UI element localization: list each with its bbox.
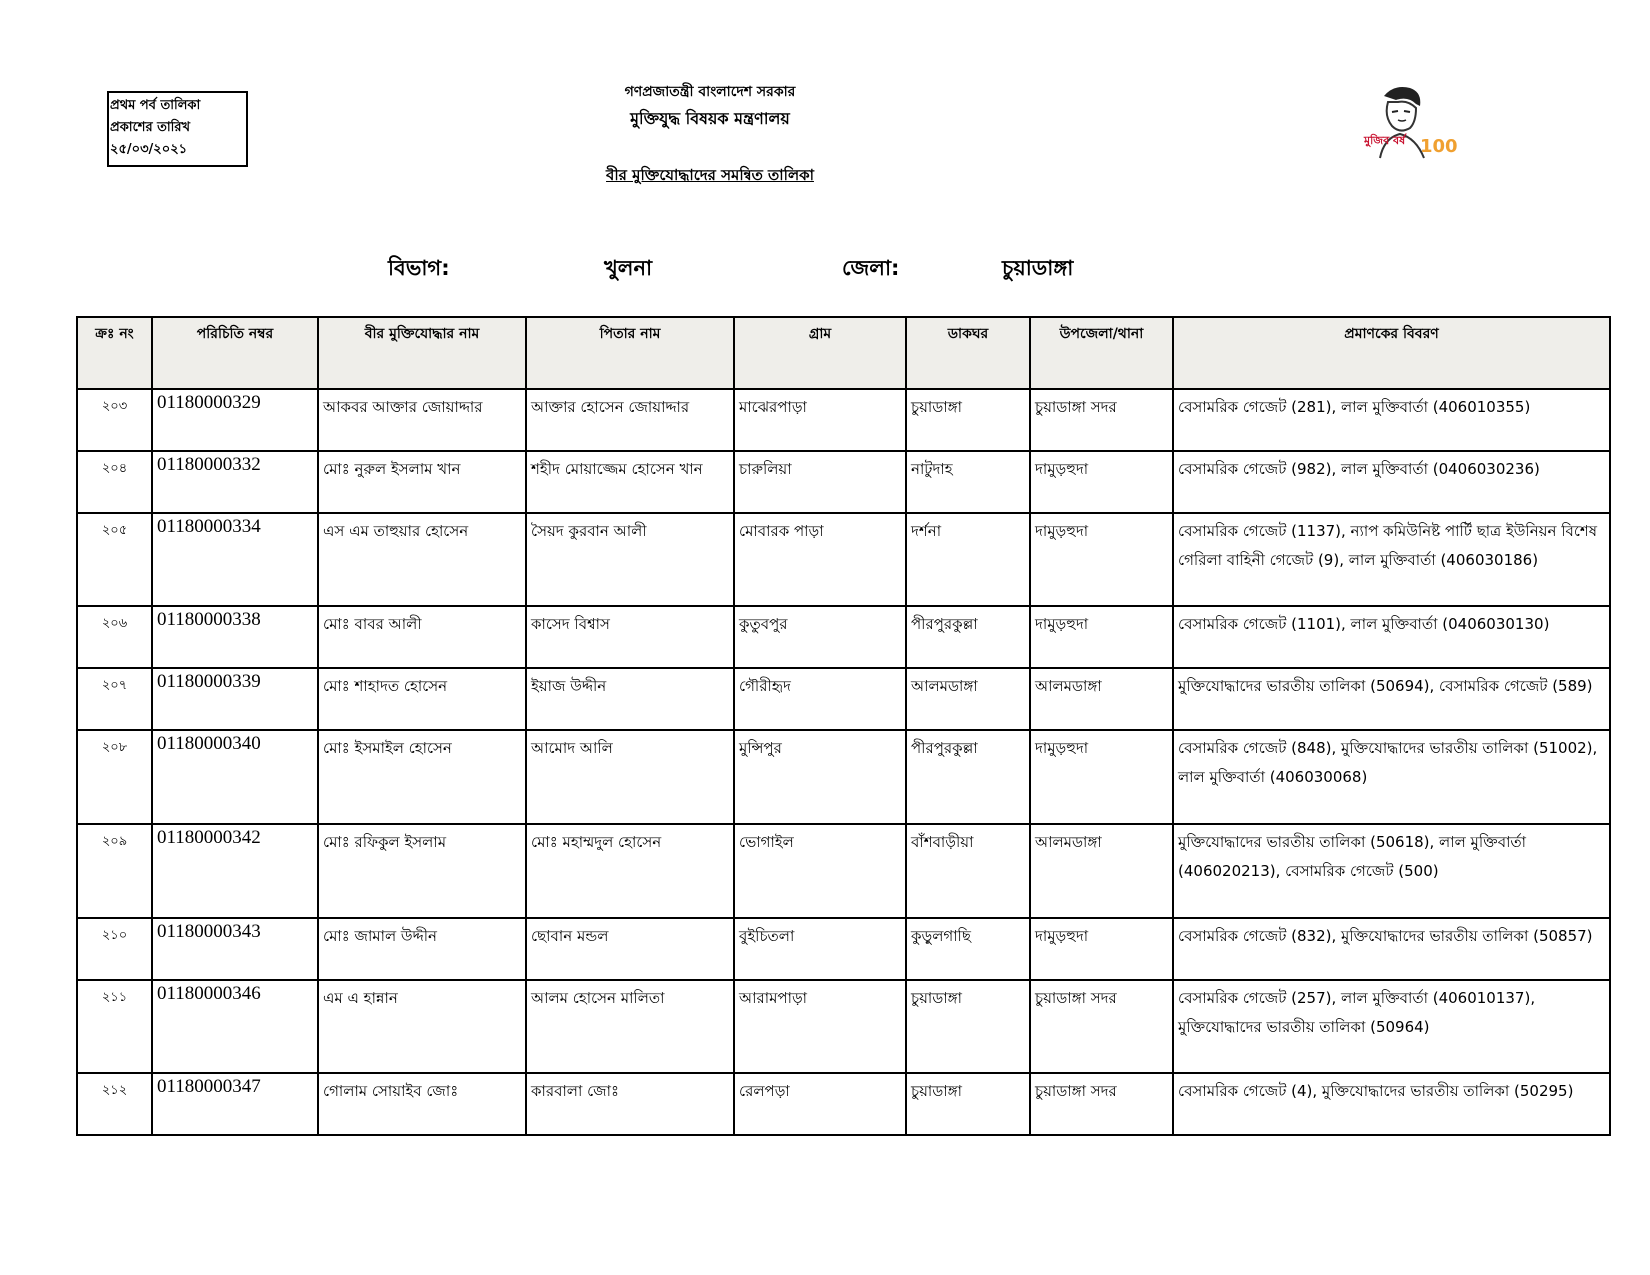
cell-evidence: বেসামরিক গেজেট (1137), ন্যাপ কমিউনিষ্ট পার্টি ছাত্র ইউনিয়ন বিশেষ গেরিলা বাহিনী গেজেট (9), লাল মুক্তিবার্তা (406030186) [1173, 513, 1610, 606]
cell-id-number: 01180000329 [152, 389, 318, 451]
cell-village: রেলপড়া [734, 1073, 906, 1135]
cell-upazila: দামুড়হুদা [1030, 918, 1173, 980]
col-id-number: পরিচিতি নম্বর [152, 317, 318, 389]
cell-upazila: চুয়াডাঙ্গা সদর [1030, 980, 1173, 1073]
cell-fighter-name: গোলাম সোয়াইব জোঃ [318, 1073, 526, 1135]
cell-upazila: চুয়াডাঙ্গা সদর [1030, 389, 1173, 451]
cell-serial: ২১০ [77, 918, 152, 980]
col-post-office: ডাকঘর [906, 317, 1030, 389]
cell-evidence: বেসামরিক গেজেট (982), লাল মুক্তিবার্তা (0406030236) [1173, 451, 1610, 513]
cell-id-number: 01180000343 [152, 918, 318, 980]
cell-serial: ২০৫ [77, 513, 152, 606]
cell-fighter-name: এস এম তাহুয়ার হোসেন [318, 513, 526, 606]
freedom-fighters-table [76, 316, 1611, 1136]
table-header-row [77, 317, 1610, 389]
table-row [77, 668, 1610, 730]
cell-fighter-name: এম এ হান্নান [318, 980, 526, 1073]
cell-upazila: আলমডাঙ্গা [1030, 668, 1173, 730]
table-row [77, 513, 1610, 606]
cell-village: বুইচিতলা [734, 918, 906, 980]
cell-post-office: আলমডাঙ্গা [906, 668, 1030, 730]
cell-father-name: ইয়াজ উদ্দীন [526, 668, 734, 730]
cell-post-office: দর্শনা [906, 513, 1030, 606]
cell-post-office: চুয়াডাঙ্গা [906, 389, 1030, 451]
cell-serial: ২০৯ [77, 824, 152, 918]
cell-village: চারুলিয়া [734, 451, 906, 513]
publication-box [107, 91, 248, 167]
cell-serial: ২১২ [77, 1073, 152, 1135]
cell-father-name: মোঃ মহাম্মদুল হোসেন [526, 824, 734, 918]
cell-upazila: চুয়াডাঙ্গা সদর [1030, 1073, 1173, 1135]
cell-fighter-name: মোঃ শাহাদত হোসেন [318, 668, 526, 730]
cell-id-number: 01180000339 [152, 668, 318, 730]
cell-upazila: দামুড়হুদা [1030, 606, 1173, 668]
table-row [77, 918, 1610, 980]
cell-id-number: 01180000332 [152, 451, 318, 513]
cell-id-number: 01180000340 [152, 730, 318, 824]
cell-father-name: কাসেদ বিশ্বাস [526, 606, 734, 668]
cell-fighter-name: মোঃ জামাল উদ্দীন [318, 918, 526, 980]
cell-id-number: 01180000334 [152, 513, 318, 606]
publication-line2: প্রকাশের তারিখ [110, 120, 191, 135]
district-value: চুয়াডাঙ্গা [1002, 256, 1074, 280]
cell-village: মুন্সিপুর [734, 730, 906, 824]
division-label: বিভাগ: [388, 256, 450, 280]
cell-serial: ২০৪ [77, 451, 152, 513]
cell-serial: ২০৩ [77, 389, 152, 451]
table-row [77, 389, 1610, 451]
cell-father-name: আক্তার হোসেন জোয়াদ্দার [526, 389, 734, 451]
col-father-name: পিতার নাম [526, 317, 734, 389]
cell-fighter-name: আকবর আক্তার জোয়াদ্দার [318, 389, 526, 451]
cell-evidence: বেসামরিক গেজেট (281), লাল মুক্তিবার্তা (406010355) [1173, 389, 1610, 451]
cell-fighter-name: মোঃ নুরুল ইসলাম খান [318, 451, 526, 513]
cell-fighter-name: মোঃ ইসমাইল হোসেন [318, 730, 526, 824]
table-row [77, 980, 1610, 1073]
cell-father-name: কারবালা জোঃ [526, 1073, 734, 1135]
cell-village: মাঝেরপাড়া [734, 389, 906, 451]
cell-upazila: দামুড়হুদা [1030, 451, 1173, 513]
cell-post-office: পীরপুরকুল্লা [906, 730, 1030, 824]
col-village: গ্রাম [734, 317, 906, 389]
cell-father-name: আলম হোসেন মালিতা [526, 980, 734, 1073]
table-row [77, 824, 1610, 918]
cell-fighter-name: মোঃ রফিকুল ইসলাম [318, 824, 526, 918]
cell-evidence: বেসামরিক গেজেট (257), লাল মুক্তিবার্তা (406010137), মুক্তিযোদ্ধাদের ভারতীয় তালিকা (50964) [1173, 980, 1610, 1073]
cell-father-name: সৈয়দ কুরবান আলী [526, 513, 734, 606]
col-upazila: উপজেলা/থানা [1030, 317, 1173, 389]
cell-village: ভোগাইল [734, 824, 906, 918]
cell-serial: ২১১ [77, 980, 152, 1073]
page-title: বীর মুক্তিযোদ্ধাদের সমন্বিত তালিকা [606, 166, 814, 184]
cell-father-name: ছোবান মন্ডল [526, 918, 734, 980]
cell-serial: ২০৮ [77, 730, 152, 824]
table-row [77, 606, 1610, 668]
cell-id-number: 01180000342 [152, 824, 318, 918]
division-value: খুলনা [604, 256, 653, 280]
table-row [77, 451, 1610, 513]
cell-village: গৌরীহৃদ [734, 668, 906, 730]
cell-post-office: চুয়াডাঙ্গা [906, 1073, 1030, 1135]
ministry-name: মুক্তিযুদ্ধ বিষয়ক মন্ত্রণালয় [630, 109, 790, 128]
cell-post-office: চুয়াডাঙ্গা [906, 980, 1030, 1073]
col-evidence: প্রমাণকের বিবরণ [1173, 317, 1610, 389]
government-name: গণপ্রজাতন্ত্রী বাংলাদেশ সরকার [624, 84, 796, 100]
cell-post-office: নাটুদাহ [906, 451, 1030, 513]
cell-id-number: 01180000347 [152, 1073, 318, 1135]
cell-post-office: কুড়ুলগাছি [906, 918, 1030, 980]
cell-evidence: মুক্তিযোদ্ধাদের ভারতীয় তালিকা (50618), লাল মুক্তিবার্তা (406020213), বেসামরিক গেজেট (500) [1173, 824, 1610, 918]
cell-serial: ২০৭ [77, 668, 152, 730]
cell-village: মোবারক পাড়া [734, 513, 906, 606]
cell-evidence: বেসামরিক গেজেট (4), মুক্তিযোদ্ধাদের ভারতীয় তালিকা (50295) [1173, 1073, 1610, 1135]
cell-evidence: বেসামরিক গেজেট (832), মুক্তিযোদ্ধাদের ভারতীয় তালিকা (50857) [1173, 918, 1610, 980]
col-fighter-name: বীর মুক্তিযোদ্ধার নাম [318, 317, 526, 389]
logo-text: মুজিব বর্ষ [1364, 134, 1406, 147]
cell-fighter-name: মোঃ বাবর আলী [318, 606, 526, 668]
cell-upazila: দামুড়হুদা [1030, 513, 1173, 606]
cell-village: আরামপাড়া [734, 980, 906, 1073]
publication-line1: প্রথম পর্ব তালিকা [110, 98, 201, 113]
cell-post-office: পীরপুরকুল্লা [906, 606, 1030, 668]
cell-upazila: দামুড়হুদা [1030, 730, 1173, 824]
cell-village: কুতুবপুর [734, 606, 906, 668]
district-label: জেলা: [842, 256, 900, 280]
cell-post-office: বাঁশবাড়ীয়া [906, 824, 1030, 918]
publication-date: ২৫/০৩/২০২১ [110, 142, 188, 157]
logo-number: 100 [1420, 136, 1458, 157]
cell-evidence: বেসামরিক গেজেট (848), মুক্তিযোদ্ধাদের ভারতীয় তালিকা (51002), লাল মুক্তিবার্তা (406030068) [1173, 730, 1610, 824]
cell-upazila: আলমডাঙ্গা [1030, 824, 1173, 918]
cell-evidence: মুক্তিযোদ্ধাদের ভারতীয় তালিকা (50694), বেসামরিক গেজেট (589) [1173, 668, 1610, 730]
cell-father-name: শহীদ মোয়াজ্জেম হোসেন খান [526, 451, 734, 513]
cell-father-name: আমোদ আলি [526, 730, 734, 824]
table-row [77, 1073, 1610, 1135]
cell-evidence: বেসামরিক গেজেট (1101), লাল মুক্তিবার্তা (0406030130) [1173, 606, 1610, 668]
cell-serial: ২০৬ [77, 606, 152, 668]
cell-id-number: 01180000346 [152, 980, 318, 1073]
cell-id-number: 01180000338 [152, 606, 318, 668]
table-row [77, 730, 1610, 824]
col-serial: ক্রঃ নং [77, 317, 152, 389]
